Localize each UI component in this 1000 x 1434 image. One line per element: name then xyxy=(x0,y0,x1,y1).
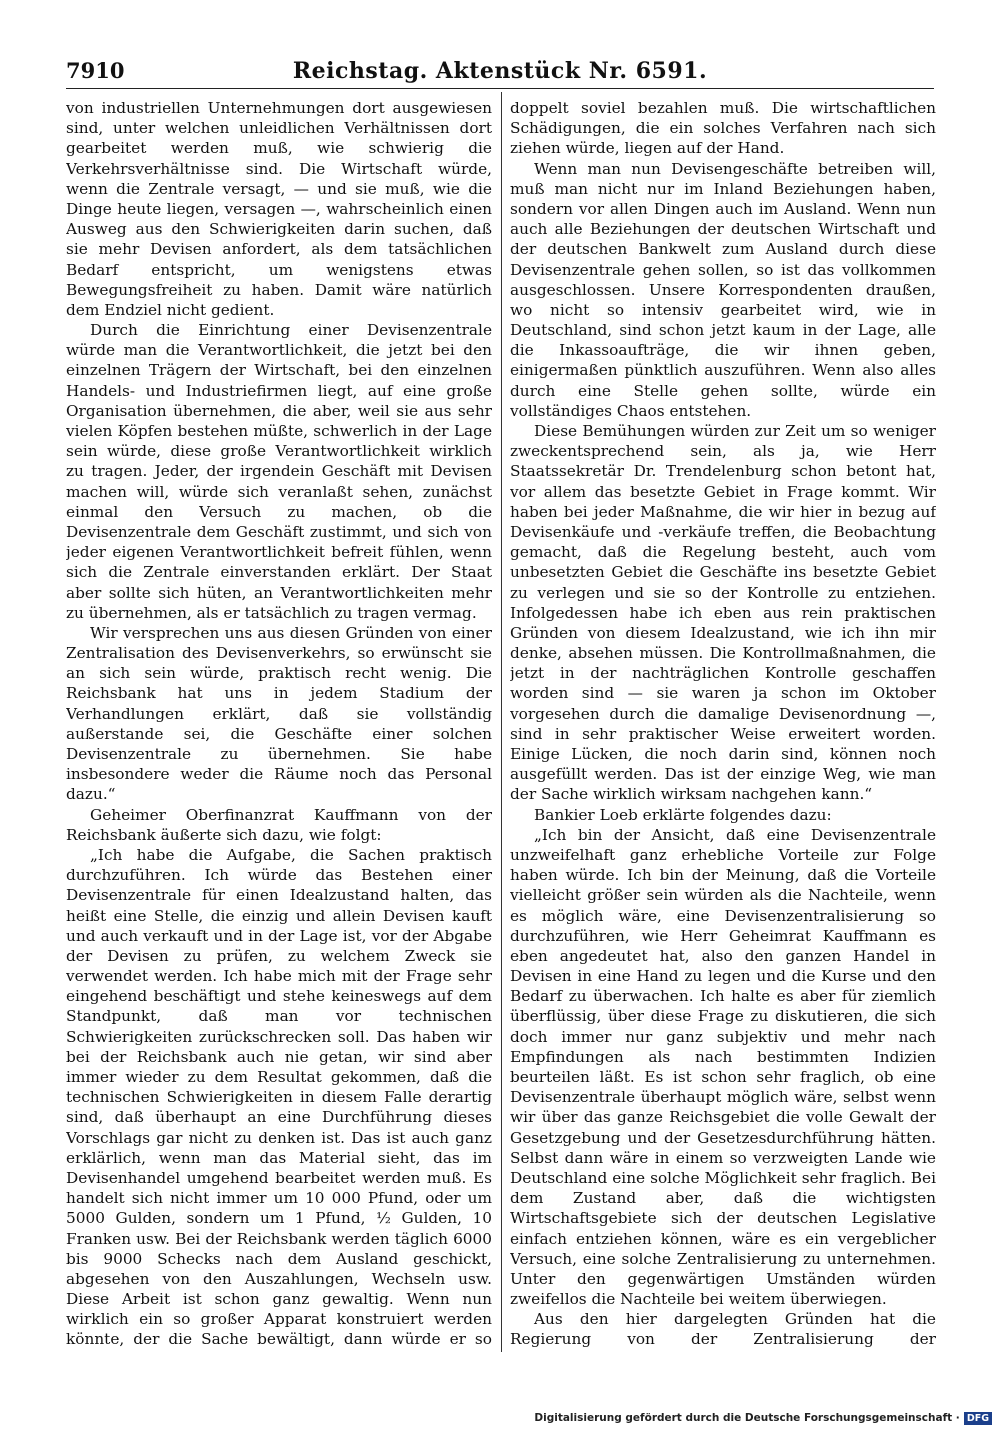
paragraph: „Ich habe die Aufgabe, die Sachen praktisch durchzuführen. Ich würde das Bestehen einer Devisenzentrale für einen Idealzustand halten, das heißt eine Stelle, die einzig und allein Devisen kauft und auch verkauft und in der Lage ist, vor der Abgabe der Devisen zu prüfen, zu welchem Zweck sie verwendet werden. Ich habe mich mit der Frage sehr eingehend beschäftigt und stehe keineswegs auf dem Standpunkt, daß man vor technischen Schwierigkeiten zurückschrecken soll. Das haben wir bei der Reichsbank auch nie getan, wir sind aber immer wieder zu dem Resultat gekommen, daß die technischen Schwierigkeiten in diesem Falle derartig sind, daß überhaupt an eine Durchführung dieses Vorschlags gar nicht zu denken ist. Das ist auch ganz erklärlich, wenn man das Material sieht, das im Devisenhandel umgehend bearbeitet werden muß. Es handelt sich nicht immer um 10 000 Pfund, oder um 5000 Gulden, sondern um 1 Pfund, ½ Gulden, 10 Franken usw. Bei der Reichsbank werden täglich 6000 bis 9000 Schecks nach dem Ausland geschickt, abgesehen von den Auszahlungen, Wechseln usw. Diese Arbeit ist schon ganz gewaltig. Wenn nun wirklich ein so großer Apparat konstruiert werden könnte, der die Sache bewältigt, dann würde er so xyxy=(66,845,492,1349)
paragraph: Wir versprechen uns aus diesen Gründen von einer Zentralisation des Devisenverkehrs, so erwünscht sie an sich sein würde, praktisch recht wenig. Die Reichsbank hat uns in jedem Stadium der Verhandlungen erklärt, daß sie vollständig außerstande sei, die Geschäfte einer solchen Devisenzentrale zu übernehmen. Sie habe insbesondere weder die Räume noch das Personal dazu.“ xyxy=(66,623,492,804)
paragraph: „Ich bin der Ansicht, daß eine Devisenzentrale unzweifelhaft ganz erhebliche Vorteile zur Folge haben würde. Ich bin der Meinung, daß die Vorteile vielleicht größer sein würden als die Nachteile, wenn es möglich wäre, eine Devisenzentralisierung so durchzuführen, wie Herr Geheimrat Kauffmann es eben angedeutet hat, also den ganzen Handel in Devisen in eine Hand zu legen und die Kurse und den Bedarf zu überwachen. Ich halte es aber für ziemlich überflüssig, über diese Frage zu diskutieren, die sich doch immer nur ganz subjektiv und mehr nach Empfindungen als nach bestimmten Indizien beurteilen läßt. Es ist schon sehr fraglich, ob eine Devisenzentrale überhaupt möglich wäre, selbst wenn wir über das ganze Reichsgebiet die volle Gewalt der Gesetzgebung und der Gesetzesdurchführung hätten. Selbst dann wäre in einem so verzweigten Lande wie Deutschland eine solche Möglichkeit sehr fraglich. Bei dem Zustand aber, daß die wichtigsten Wirtschaftsgebiete sich der deutschen Legislative einfach entziehen können, wäre es ein vergeblicher Versuch, eine solche Zentralisierung zu unternehmen. Unter den gegenwärtigen Umständen würden zweifellos die Nachteile bei weitem überwiegen. xyxy=(510,825,936,1309)
paragraph: Bankier Loeb erklärte folgendes dazu: xyxy=(534,805,832,824)
paragraph: Aus den hier dargelegten Gründen hat die Regierung von der Zentralisierung der xyxy=(510,1310,936,1349)
header-rule xyxy=(66,88,934,89)
footer-text: Digitalisierung gefördert durch die Deutsche Forschungsgemeinschaft · xyxy=(534,1412,960,1424)
page-number: 7910 xyxy=(66,58,125,83)
column-divider xyxy=(501,92,502,1352)
right-column xyxy=(510,98,936,1350)
paragraph: Geheimer Oberfinanzrat Kauffmann von der Reichsbank äußerte sich dazu, wie folgt: xyxy=(66,805,492,844)
paragraph: Durch die Einrichtung einer Devisenzentrale würde man die Verantwortlichkeit, die jetzt bei den einzelnen Trägern der Wirtschaft, bei den einzelnen Handels- und Industriefirmen liegt, auf eine große Organisation übernehmen, die aber, weil sie aus sehr vielen Köpfen bestehen müßte, schwerlich in der Lage sein würde, diese große Verantwortlichkeit wirklich zu tragen. Jeder, der irgendein Geschäft mit Devisen machen will, würde sich veranlaßt sehen, zunächst einmal den Versuch zu machen, ob die Devisenzentrale dem Geschäft zustimmt, und sich von jeder eigenen Verantwortlichkeit befreit fühlen, wenn sich die Zentrale einverstanden erklärt. Der Staat aber sollte sich hüten, an Verantwortlichkeiten mehr zu übernehmen, als er tatsächlich zu tragen vermag. xyxy=(66,321,492,622)
paragraph: doppelt soviel bezahlen muß. Die wirtschaftlichen Schädigungen, die ein solches Verfahren nach sich ziehen würde, liegen auf der Hand. xyxy=(510,99,936,158)
paragraph: Wenn man nun Devisengeschäfte betreiben will, muß man nicht nur im Inland Beziehungen haben, sondern vor allen Dingen auch im Ausland. Wenn nun auch alle Beziehungen der deutschen Wirtschaft und der deutschen Bankwelt zum Ausland durch diese Devisenzentrale gehen sollen, so ist das vollkommen ausgeschlossen. Unsere Korrespondenten draußen, wo nicht so intensiv gearbeitet wird, wie in Deutschland, sind schon jetzt kaum in der Lage, alle die Inkassoaufträge, die wir ihnen geben, einigermaßen pünktlich auszuführen. Wenn also alles durch eine Stelle gehen sollte, würde ein vollständiges Chaos entstehen. xyxy=(510,159,936,420)
paragraph: Diese Bemühungen würden zur Zeit um so weniger zweckentsprechend sein, als ja, wie Herr Staatssekretär Dr. Trendelenburg schon betont hat, vor allem das besetzte Gebiet in Frage kommt. Wir haben bei jeder Maßnahme, die wir hier in bezug auf Devisenkäufe und -verkäufe treffen, die Beobachtung gemacht, daß die Regelung besteht, auch vom unbesetzten Gebiet die Geschäfte ins besetzte Gebiet zu verlegen und sie so der Kontrolle zu entziehen. Infolgedessen habe ich eben aus rein praktischen Gründen von diesem Idealzustand, wie ich ihn mir denke, absehen müssen. Die Kontrollmaßnahmen, die jetzt in der nachträglichen Kontrolle geschaffen worden sind — sie waren ja schon im Oktober vorgesehen durch die damalige Devisenordnung —, sind in sehr praktischer Weise erweitert worden. Einige Lücken, die noch darin sind, können noch ausgefüllt werden. Das ist der einzige Weg, wie man der Sache wirklich wirksam nachgehen kann.“ xyxy=(510,422,936,804)
dfg-logo: DFG xyxy=(964,1412,992,1425)
paragraph: von industriellen Unternehmungen dort ausgewiesen sind, unter welchen unleidlichen Verhältnissen dort gearbeitet werden muß, wie schwierig die Verkehrsverhältnisse sind. Die Wirtschaft würde, wenn die Zentrale versagt, — und sie muß, wie die Dinge heute liegen, versagen —, wahrscheinlich einen Ausweg aus den Schwierigkeiten darin suchen, daß sie mehr Devisen anfordert, als dem tatsächlichen Bedarf entspricht, um wenigstens etwas Bewegungsfreiheit zu haben. Damit wäre natürlich dem Endziel nicht gedient. xyxy=(66,99,492,319)
page-header xyxy=(66,58,934,88)
running-title: Reichstag. Aktenstück Nr. 6591. xyxy=(292,58,708,84)
left-column xyxy=(66,98,492,1350)
digitization-footer xyxy=(534,1412,992,1425)
